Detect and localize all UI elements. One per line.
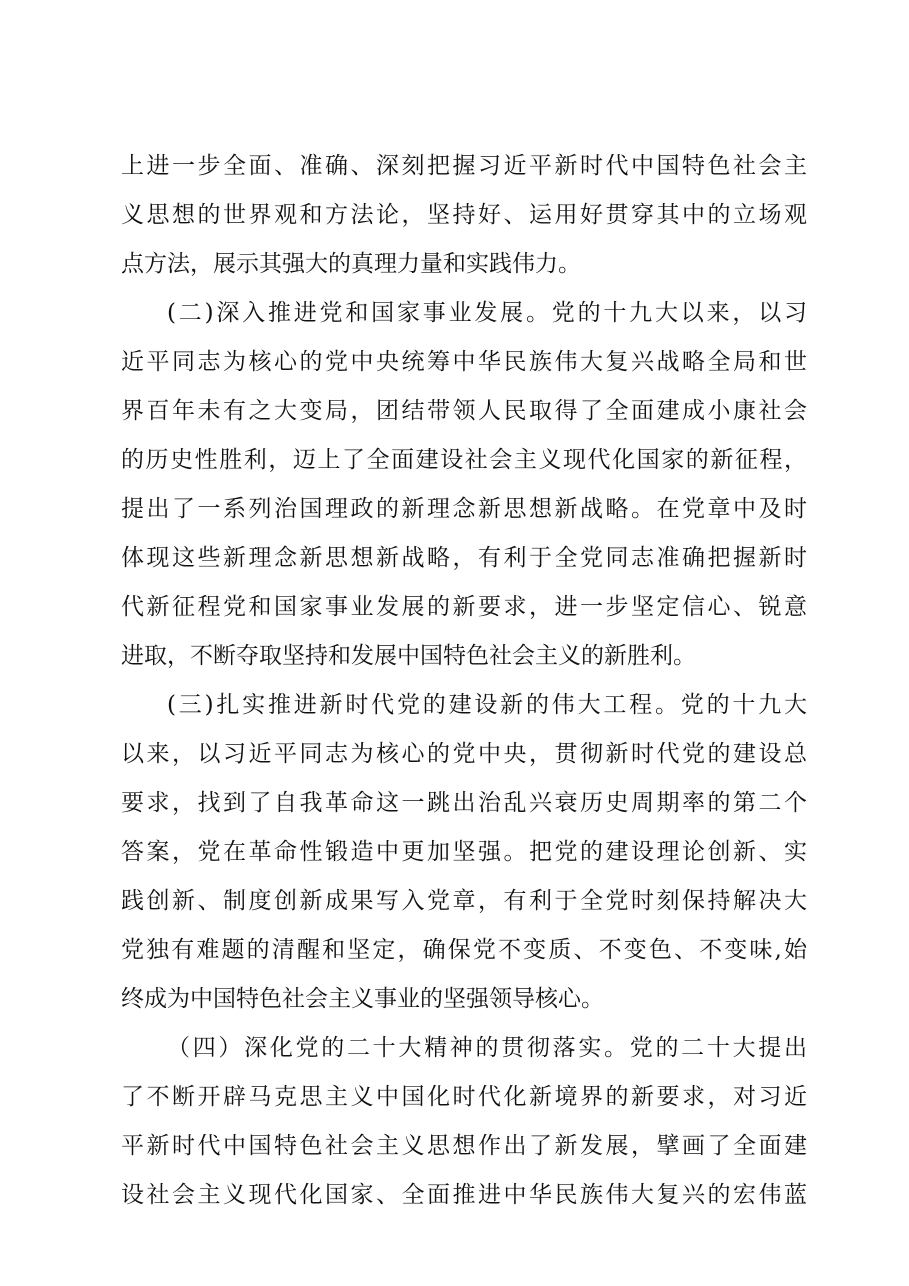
text-line: 体现这些新理念新思想新战略，有利于全党同志准确把握新时 — [121, 545, 807, 571]
text-line: 设社会主义现代化国家、全面推进中华民族伟大复兴的宏伟蓝 — [121, 1182, 807, 1208]
section-heading-line: （四）深化党的二十大精神的贯彻落实。党的二十大提出 — [167, 1035, 807, 1061]
text-line: 界百年未有之大变局，团结带领人民取得了全面建成小康社会 — [121, 398, 807, 424]
text-line: 义思想的世界观和方法论，坚持好、运用好贯穿其中的立场观 — [121, 202, 807, 228]
text-line: 上进一步全面、准确、深刻把握习近平新时代中国特色社会主 — [121, 153, 807, 179]
text-line: 平新时代中国特色社会主义思想作出了新发展，擘画了全面建 — [121, 1133, 807, 1159]
text-line: 党独有难题的清醒和坚定，确保党不变质、不变色、不变味,始 — [121, 937, 807, 963]
text-line: 点方法，展示其强大的真理力量和实践伟力。 — [121, 251, 581, 277]
text-line: 以来，以习近平同志为核心的党中央，贯彻新时代党的建设总 — [121, 741, 807, 767]
text-line: 的历史性胜利，迈上了全面建设社会主义现代化国家的新征程， — [121, 447, 807, 473]
section-heading-line: (三)扎实推进新时代党的建设新的伟大工程。党的十九大 — [167, 692, 807, 718]
text-line: 近平同志为核心的党中央统筹中华民族伟大复兴战略全局和世 — [121, 349, 807, 375]
text-line: 践创新、制度创新成果写入党章，有利于全党时刻保持解决大 — [121, 888, 807, 914]
text-line: 要求，找到了自我革命这一跳出治乱兴衰历史周期率的第二个 — [121, 790, 807, 816]
text-line: 终成为中国特色社会主义事业的坚强领导核心。 — [121, 986, 604, 1012]
text-line: 提出了一系列治国理政的新理念新思想新战略。在党章中及时 — [121, 496, 807, 522]
section-heading-line: (二)深入推进党和国家事业发展。党的十九大以来，以习 — [167, 300, 807, 326]
text-line: 了不断开辟马克思主义中国化时代化新境界的新要求，对习近 — [121, 1084, 807, 1110]
text-line: 答案，党在革命性锻造中更加坚强。把党的建设理论创新、实 — [121, 839, 807, 865]
text-line: 进取，不断夺取坚持和发展中国特色社会主义的新胜利。 — [121, 643, 696, 669]
text-line: 代新征程党和国家事业发展的新要求，进一步坚定信心、锐意 — [121, 594, 807, 620]
